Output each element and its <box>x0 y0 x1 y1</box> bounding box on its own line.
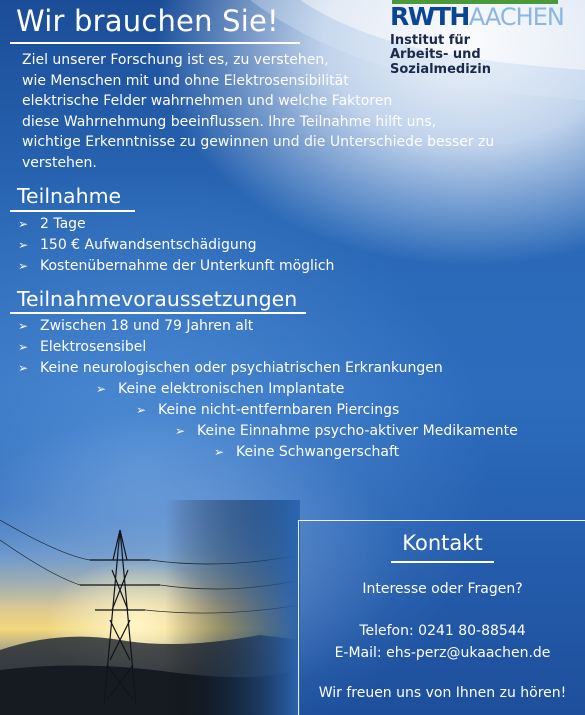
contact-heading: Kontakt <box>402 531 483 555</box>
arrow-bullet-icon: ➢ <box>18 319 29 333</box>
intro-line: Ziel unserer Forschung ist es, zu verstehen, <box>22 52 329 68</box>
list-item-text: 150 € Aufwandsentschädigung <box>40 237 257 253</box>
requirements-heading: Teilnahmevoraussetzungen <box>17 287 298 311</box>
contact-phone: Telefon: 0241 80-88544 <box>359 623 526 639</box>
arrow-bullet-icon: ➢ <box>214 445 225 459</box>
list-item <box>136 400 399 421</box>
contact-question: Interesse oder Fragen? <box>362 581 523 597</box>
intro-line: wichtige Erkenntnisse zu gewinnen und die Unterschiede besser zu <box>22 134 495 150</box>
participation-underline <box>10 210 135 212</box>
arrow-bullet-icon: ➢ <box>96 382 107 396</box>
contact-closing: Wir freuen uns von Ihnen zu hören! <box>318 685 567 701</box>
intro-line: diese Wahrnehmung beeinflussen. Ihre Teilnahme hilft uns, <box>22 113 437 130</box>
page-title: Wir brauchen Sie! <box>16 4 279 38</box>
list-item-text: Elektrosensibel <box>40 339 147 355</box>
contact-underline <box>391 561 494 563</box>
requirements-underline <box>10 312 306 314</box>
list-item <box>18 235 256 256</box>
list-item <box>96 379 344 400</box>
list-item-text: Keine Schwangerschaft <box>236 444 400 460</box>
participation-heading: Teilnahme <box>17 184 122 208</box>
intro-paragraph <box>22 50 502 173</box>
list-item-text: Keine Einnahme psycho-aktiver Medikamente <box>197 423 518 439</box>
power-pylon-sunset-image <box>0 500 300 715</box>
intro-line: wie Menschen mit und ohne Elektrosensibilität <box>22 72 349 89</box>
list-item-text: Kostenübernahme der Unterkunft möglich <box>40 258 335 274</box>
logo-rwth-text: RWTH <box>390 2 469 31</box>
institute-line-1: Institut für <box>390 33 471 48</box>
arrow-bullet-icon: ➢ <box>18 217 29 231</box>
arrow-bullet-icon: ➢ <box>136 403 147 417</box>
arrow-bullet-icon: ➢ <box>18 361 29 375</box>
list-item-text: 2 Tage <box>40 216 86 232</box>
contact-box <box>298 520 585 715</box>
contact-email: E-Mail: ehs-perz@ukaachen.de <box>334 645 551 661</box>
list-item-text: Keine nicht-entfernbaren Piercings <box>158 402 400 418</box>
logo-aachen-text: AACHEN <box>468 3 564 31</box>
institute-line-2: Arbeits- und Sozialmedizin <box>390 47 491 77</box>
list-item <box>18 214 86 235</box>
intro-line: elektrische Felder wahrnehmen und welche Faktoren <box>22 93 393 109</box>
list-item <box>175 421 518 442</box>
list-item-text: Keine elektronischen Implantate <box>118 381 345 397</box>
list-item <box>18 316 253 337</box>
list-item <box>214 442 399 463</box>
title-underline <box>10 42 300 44</box>
intro-line: verstehen. <box>22 154 97 171</box>
arrow-bullet-icon: ➢ <box>175 424 186 438</box>
list-item-text: Zwischen 18 und 79 Jahren alt <box>40 318 254 334</box>
list-item <box>18 256 334 277</box>
arrow-bullet-icon: ➢ <box>18 340 29 354</box>
logo-wordmark <box>390 0 564 30</box>
arrow-bullet-icon: ➢ <box>18 259 29 273</box>
list-item <box>18 337 146 358</box>
list-item <box>18 358 443 379</box>
list-item-text: Keine neurologischen oder psychiatrischen Erkrankungen <box>40 360 443 376</box>
arrow-bullet-icon: ➢ <box>18 238 29 252</box>
